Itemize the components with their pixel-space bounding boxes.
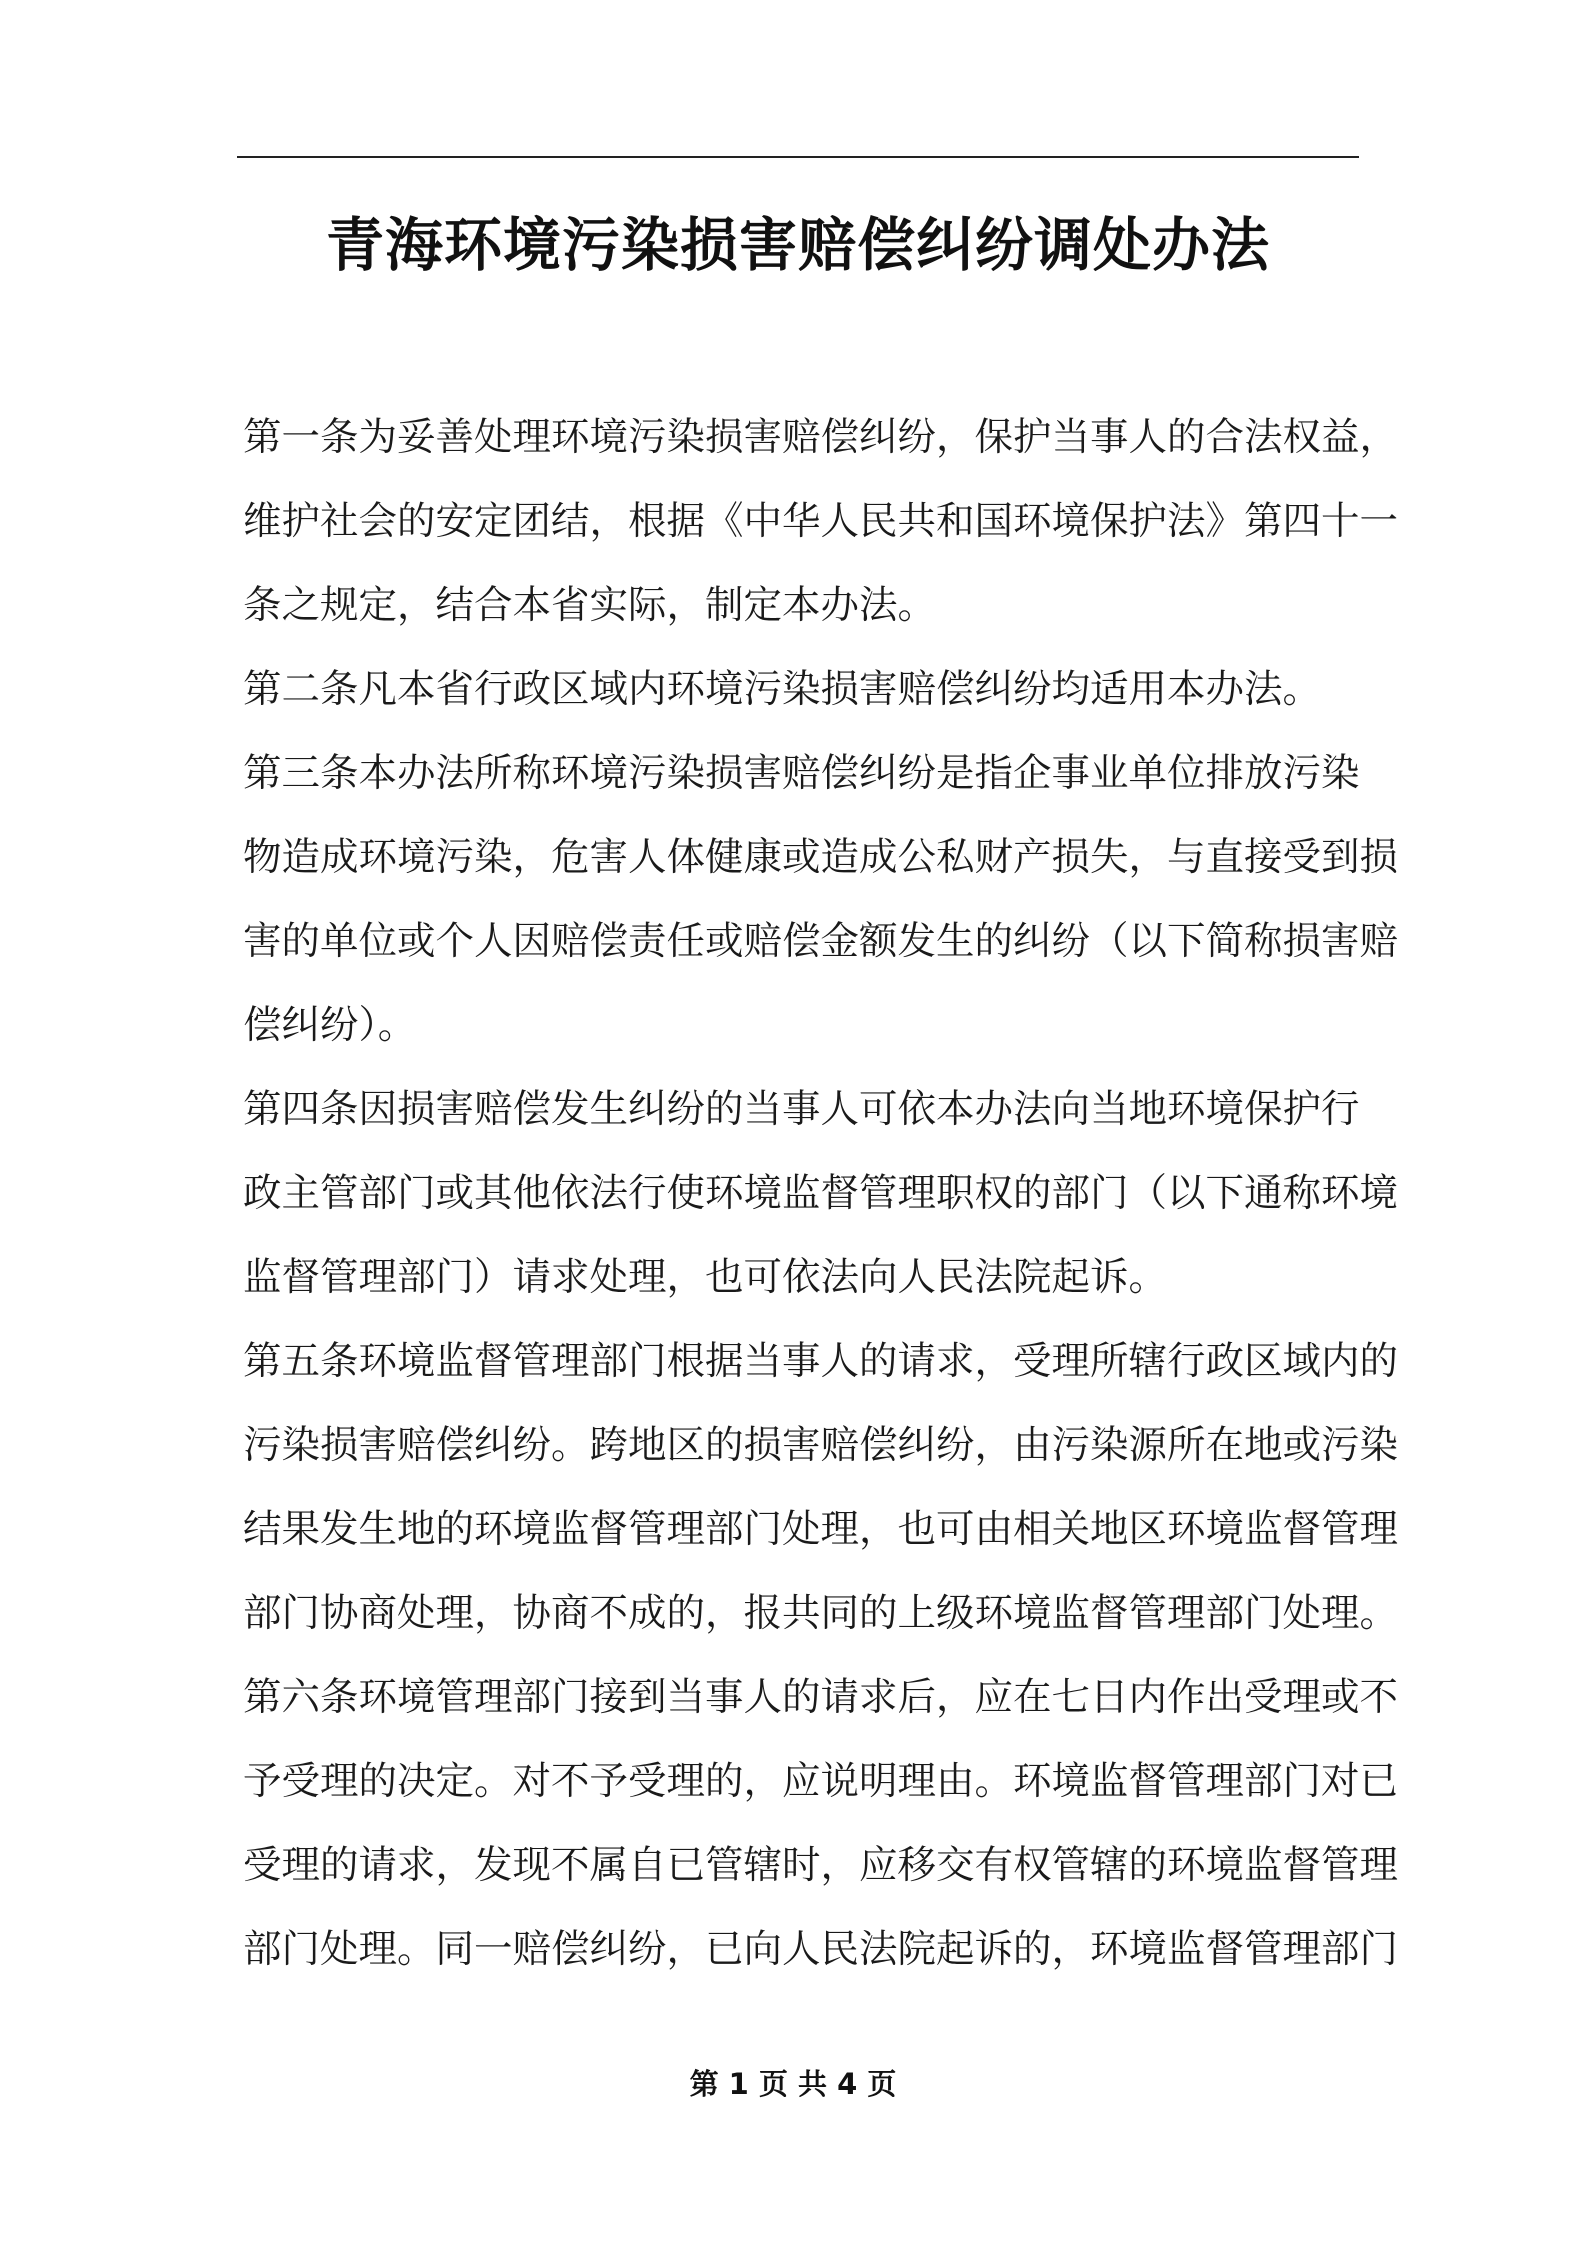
page-number: 第 1 页 共 4 页 (689, 2067, 897, 2101)
body-line: 条之规定，结合本省实际，制定本办法。 (243, 583, 937, 628)
body-line: 部门协商处理，协商不成的，报共同的上级环境监督管理部门处理。 (243, 1591, 1399, 1636)
header-rule (237, 156, 1359, 158)
body-line: 维护社会的安定团结，根据《中华人民共和国环境保护法》第四十一 (243, 499, 1399, 544)
body-line: 第二条凡本省行政区域内环境污染损害赔偿纠纷均适用本办法。 (243, 667, 1322, 712)
body-line: 第四条因损害赔偿发生纠纷的当事人可依本办法向当地环境保护行 (243, 1087, 1360, 1132)
body-line: 结果发生地的环境监督管理部门处理，也可由相关地区环境监督管理 (243, 1507, 1399, 1552)
body-line: 第五条环境监督管理部门根据当事人的请求，受理所辖行政区域内的 (243, 1339, 1399, 1384)
body-line: 监督管理部门）请求处理，也可依法向人民法院起诉。 (243, 1255, 1168, 1300)
body-line: 害的单位或个人因赔偿责任或赔偿金额发生的纠纷（以下简称损害赔 (243, 919, 1399, 964)
body-line: 物造成环境污染，危害人体健康或造成公私财产损失，与直接受到损 (243, 835, 1399, 880)
body-line: 偿纠纷）。 (243, 1003, 417, 1048)
body-line: 第三条本办法所称环境污染损害赔偿纠纷是指企事业单位排放污染 (243, 751, 1360, 796)
body-line: 受理的请求，发现不属自已管辖时，应移交有权管辖的环境监督管理 (243, 1843, 1399, 1888)
body-line: 部门处理。同一赔偿纠纷，已向人民法院起诉的，环境监督管理部门 (243, 1927, 1399, 1972)
body-line: 第六条环境管理部门接到当事人的请求后，应在七日内作出受理或不 (243, 1675, 1399, 1720)
document-title: 青海环境污染损害赔偿纠纷调处办法 (325, 211, 1270, 279)
document-body (243, 396, 1399, 1992)
body-line: 第一条为妥善处理环境污染损害赔偿纠纷，保护当事人的合法权益， (243, 415, 1399, 460)
body-line: 予受理的决定。对不予受理的，应说明理由。环境监督管理部门对已 (243, 1759, 1399, 1804)
page-footer (0, 2064, 1586, 2104)
body-line: 政主管部门或其他依法行使环境监督管理职权的部门（以下通称环境 (243, 1171, 1399, 1216)
body-line: 污染损害赔偿纠纷。跨地区的损害赔偿纠纷，由污染源所在地或污染 (243, 1423, 1399, 1468)
